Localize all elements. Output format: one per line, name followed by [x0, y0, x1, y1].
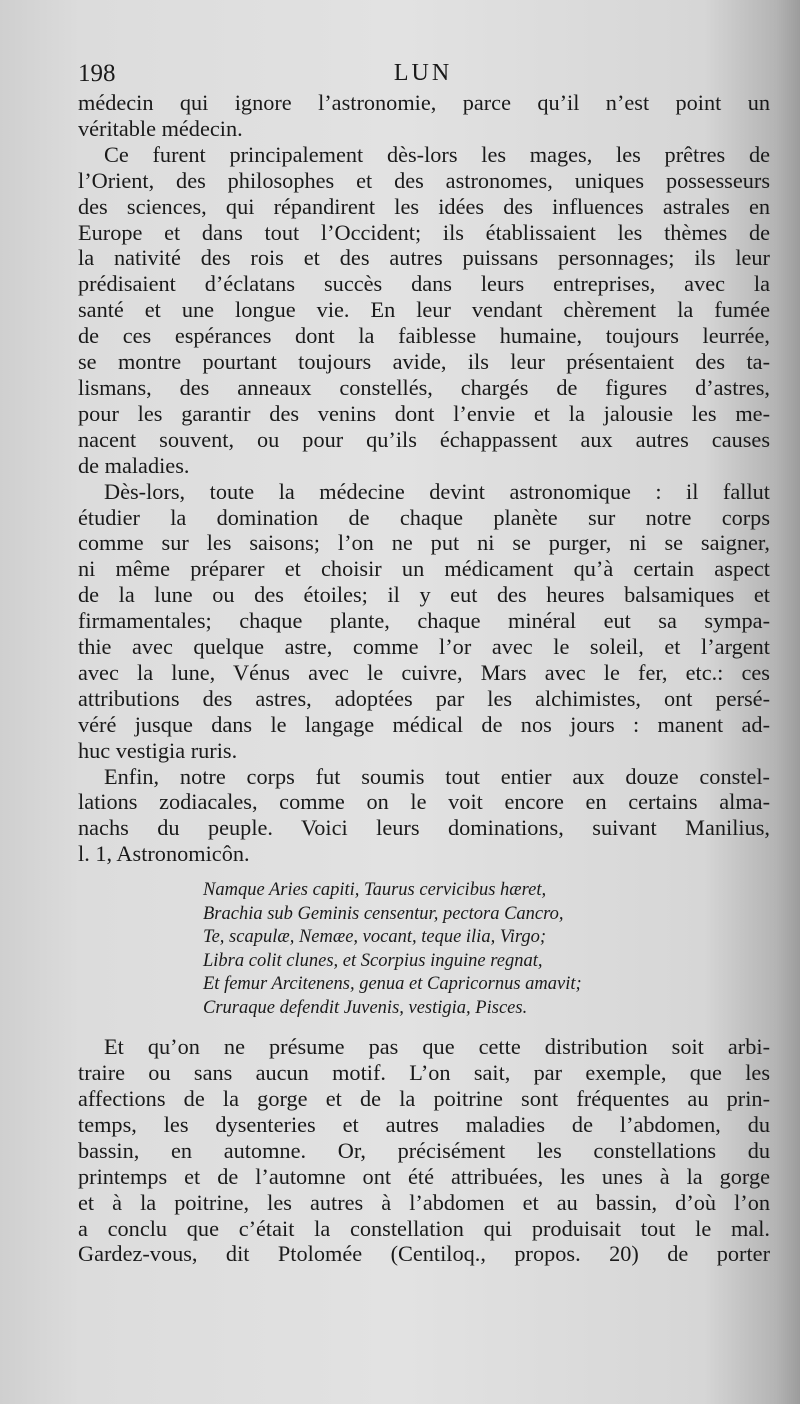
text-line: huc vestigia ruris.	[78, 737, 238, 763]
text-body	[78, 90, 770, 1267]
text-line: nachs du peuple. Voici leurs dominations, suivant Manilius,	[78, 815, 770, 841]
text-line: étudier la domination de chaque planète sur notre corps	[78, 504, 770, 530]
verse-line: Libra colit clunes, et Scorpius inguine regnat,	[203, 950, 543, 971]
text-line: se montre pourtant toujours avide, ils leur présentaient des ta-	[78, 349, 770, 375]
paragraph-3	[78, 479, 770, 764]
text-line: affections de la gorge et de la poitrine sont fréquentes au prin-	[78, 1086, 770, 1111]
verse-line: Cruraque defendit Juvenis, vestigia, Pisces.	[203, 997, 528, 1018]
text-line: pour les garantir des venins dont l’envie et la jalousie les me-	[78, 400, 770, 426]
text-line: comme sur les saisons; l’on ne put ni se purger, ni se saigner,	[78, 530, 770, 556]
page-number: 198	[78, 60, 116, 87]
paragraph-5	[78, 1034, 770, 1267]
verse-line: Te, scapulæ, Nemæe, vocant, teque ilia, Virgo;	[203, 927, 547, 948]
text-line: de la lune ou des étoiles; il y eut des heures balsamiques et	[78, 582, 770, 608]
text-line: Enfin, notre corps fut soumis tout entier aux douze constel-	[104, 763, 770, 789]
text-line: temps, les dysenteries et autres maladies de l’abdomen, du	[78, 1111, 770, 1137]
text-line: véritable médecin.	[78, 115, 243, 141]
text-line: et à la poitrine, les autres à l’abdomen et au bassin, d’où l’on	[78, 1189, 770, 1215]
text-line: de maladies.	[78, 452, 190, 478]
text-line: Gardez-vous, dit Ptolomée (Centiloq., propos. 20) de porter	[78, 1241, 770, 1267]
text-line: lations zodiacales, comme on le voit encore en certains alma-	[78, 789, 770, 815]
text-line: la nativité des rois et des autres puissans personnages; ils leur	[78, 245, 770, 271]
text-line: prédisaient d’éclatans succès dans leurs entreprises, avec la	[78, 271, 770, 297]
text-line: l’Orient, des philosophes et des astronomes, uniques possesseurs	[78, 167, 770, 193]
verse-line: Namque Aries capiti, Taurus cervicibus hæret,	[203, 880, 547, 901]
text-line: a conclu que c’était la constellation qui produisait tout le mal.	[78, 1215, 770, 1241]
verse-line: Brachia sub Geminis censentur, pectora Cancro,	[203, 903, 564, 924]
text-line: attributions des astres, adoptées par les alchimistes, ont persé-	[78, 685, 770, 711]
text-line: de ces espérances dont la faiblesse humaine, toujours leurrée,	[78, 323, 770, 349]
text-line: firmamentales; chaque plante, chaque minéral eut sa sympa-	[78, 608, 770, 634]
latin-verse-quotation	[203, 879, 770, 1020]
text-line: bassin, en automne. Or, précisément les constellations du	[78, 1137, 770, 1163]
text-line: printemps et de l’automne ont été attribuées, les unes à la gorge	[78, 1163, 770, 1189]
paragraph-4	[78, 764, 770, 868]
text-line: avec la lune, Vénus avec le cuivre, Mars avec le fer, etc.: ces	[78, 659, 770, 685]
text-line: véré jusque dans le langage médical de nos jours : manent ad-	[78, 711, 770, 737]
verse-line: Et femur Arcitenens, genua et Capricornus amavit;	[203, 974, 582, 995]
text-line: ni même préparer et choisir un médicament qu’à certain aspect	[78, 556, 770, 582]
text-line: Europe et dans tout l’Occident; ils établissaient les thèmes de	[78, 219, 770, 245]
text-line: traire ou sans aucun motif. L’on sait, par exemple, que les	[78, 1060, 770, 1086]
text-line: Dès-lors, toute la médecine devint astronomique : il fallut	[104, 478, 770, 504]
text-line: médecin qui ignore l’astronomie, parce qu’il n’est point un	[78, 90, 770, 115]
running-title: LUN	[393, 60, 453, 86]
text-line: Ce furent principalement dès-lors les mages, les prêtres de	[104, 141, 770, 167]
paragraph-2	[78, 142, 770, 479]
text-line: thie avec quelque astre, comme l’or avec le soleil, et l’argent	[78, 634, 770, 660]
text-line: nacent souvent, ou pour qu’ils échappassent aux autres causes	[78, 426, 770, 452]
text-line: lismans, des anneaux constellés, chargés de figures d’astres,	[78, 374, 770, 400]
text-line: santé et une longue vie. En leur vendant chèrement la fumée	[78, 297, 770, 323]
text-line: Et qu’on ne présume pas que cette distribution soit arbi-	[104, 1034, 770, 1060]
text-line: des sciences, qui répandirent les idées des influences astrales en	[78, 193, 770, 219]
page-header	[78, 60, 768, 90]
text-line: l. 1, Astronomicôn.	[78, 841, 250, 867]
paragraph-1	[78, 90, 770, 142]
